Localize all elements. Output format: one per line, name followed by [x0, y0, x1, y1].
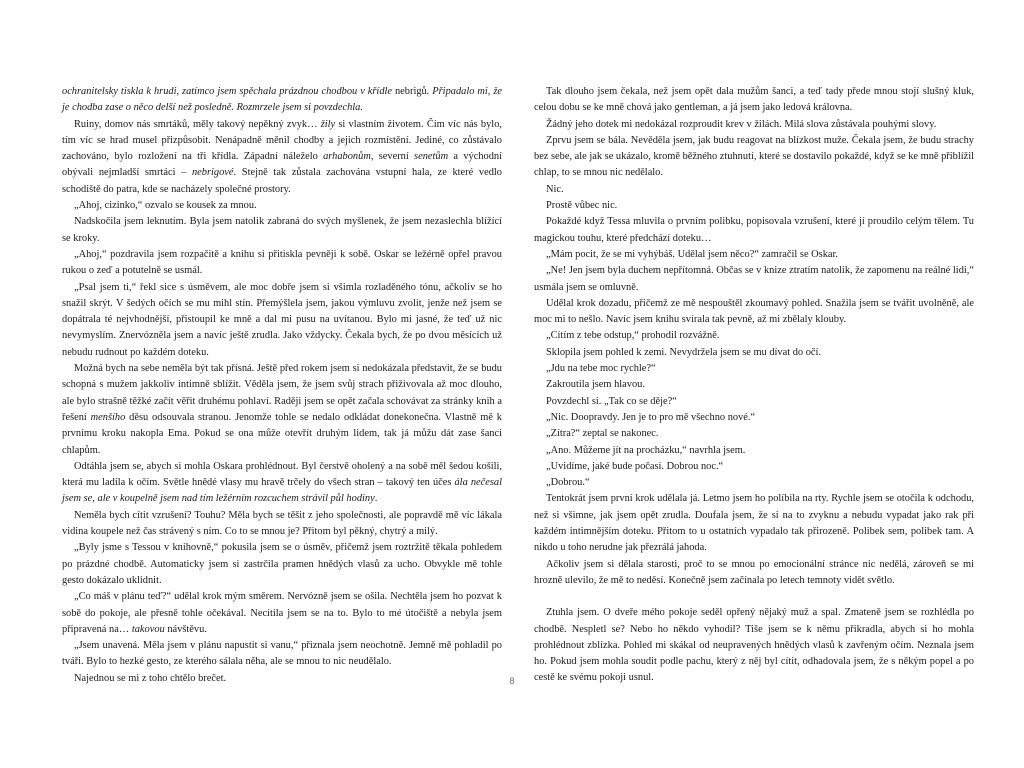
paragraph	[534, 328, 974, 344]
text-run: Odtáhla jsem se, abych si mohla Oskara prohlédnout. Byl čerstvě oholený a na sobě měl šedou košili, která mu ladila k očím. Světle hnědé vlasy mu hravě trčely do všech stran – takový ten účes	[62, 460, 502, 489]
text-run: Ztuhla jsem. O dveře mého pokoje seděl opřený nějaký muž a spal. Zmateně jsem se rozhlédla po chodbě. Nespletl se? Nebo ho někdo vyhodil? Tiše jsem se k němu přikradla, abych si ho mohla prohlédnout zblízka. Pohled mi skákal od neupravených hnědých vlasů k zavřeným očím. Neznala jsem ho. Pokud jsem mohla soudit podle pachu, který z něj byl cítit, odhadovala jsem, že s někým popel a po cestě ke svému pokoji usnul.	[534, 607, 974, 684]
text-run: Nadskočila jsem leknutím. Byla jsem natolik zabraná do svých myšlenek, že jsem nezaslechla blížící se kroky.	[62, 216, 502, 244]
paragraph	[62, 459, 502, 508]
text-run: Ruiny, domov nás smrtáků, měly takový nepěkný zvyk…	[74, 118, 321, 130]
italic-phrase: žily	[320, 118, 336, 130]
text-run: „Byly jsme s Tessou v knihovně,“ pokusila jsem se o úsměv, přičemž jsem roztržitě těkala pohledem po prázdné chodbě. Automaticky jsem si zastrčila pramen hnědých vlasů za ucho. Obvykle mě tohle gesto dokázalo uklidnit.	[62, 542, 502, 586]
text-run: Zprvu jsem se bála. Nevěděla jsem, jak budu reagovat na blízkost muže. Čekala jsem, že budu strachy bez sebe, ale jak se ukázalo, kromě běžného ztuhnutí, které se dostavilo pokaždé, když se ke mně přiblížil chlap, to se mnou nic nedělalo.	[534, 134, 974, 179]
text-run: Pokaždé když Tessa mluvila o prvním polibku, popisovala vzrušení, které jí proudilo celým tělem. Tu magickou touhu, které předchází doteku…	[534, 216, 974, 244]
text-run: Povzdechl si. „Tak co se děje?“	[546, 395, 677, 407]
paragraph	[534, 605, 974, 686]
paragraph	[534, 491, 974, 556]
italic-phrase: takovou	[131, 623, 165, 635]
paragraph	[62, 214, 502, 247]
paragraph	[534, 377, 974, 393]
text-run: . Stejně tak zůstala zachována vstupní hala, ze které vedlo schodiště do patra, kde se nacházely společné prostory.	[62, 167, 502, 195]
paragraph	[534, 198, 974, 214]
text-run: „Jdu na tebe moc rychle?“	[546, 363, 656, 375]
text-run: Sklopila jsem pohled k zemi. Nevydržela jsem se mu dívat do očí.	[546, 346, 822, 358]
text-run: „Zítra?“ zeptal se nakonec.	[546, 428, 659, 440]
paragraph	[62, 638, 502, 671]
paragraph	[62, 589, 502, 638]
text-run: Tentokrát jsem první krok udělala já. Letmo jsem ho políbila na rty. Rychle jsem se otočila k odchodu, než si všimne, jak jsem opět zrudla. Doufala jsem, že si na to zvyknu a nebudu vypadat jako rak při každém intimnějším doteku. Přitom to u ostatních vypadalo tak přirozeně. Polibek sem, polibek tam. A nikdo u toho nerudne jak přezrálá jahoda.	[534, 493, 974, 554]
text-run: „Ahoj,“ pozdravila jsem rozpačitě a knihu si přitiskla pevněji k sobě. Oskar se ležérně opřel pravou rukou o zeď a potutelně se usmál.	[62, 248, 502, 277]
text-run: nebrigů	[394, 86, 427, 97]
text-run: Tak dlouho jsem čekala, než jsem opět dala mužům šanci, a teď tady přede mnou stojí slušný kluk, celou dobu se ke mně chová jako gentleman, a já jsem jako ledová královna.	[534, 86, 974, 114]
paragraph	[534, 394, 974, 410]
paragraph	[534, 84, 974, 117]
section-break	[534, 589, 974, 605]
paragraph	[534, 557, 974, 590]
text-run: Nic.	[546, 183, 564, 195]
italic-phrase: senetům	[414, 151, 449, 163]
paragraph	[534, 214, 974, 247]
page-number: 8	[509, 676, 515, 686]
paragraph	[534, 475, 974, 491]
text-run: .	[374, 493, 378, 505]
paragraph	[534, 263, 974, 296]
text-run: „Mám pocit, že se mi vyhýbáš. Udělal jsem něco?“ zamračil se Oskar.	[546, 248, 838, 260]
paragraph	[534, 459, 974, 475]
text-run: „Co máš v plánu teď?“ udělal krok mým směrem. Nervózně jsem se ošila. Nechtěla jsem ho pozvat k sobě do pokoje, ale přesně tohle očekával. Necítila jsem se na to. Bylo to mé útočiště a nebyla jsem připravená na…	[62, 591, 502, 635]
text-run: Možná bych na sebe neměla být tak přísná. Ještě před rokem jsem si nedokázala představit, že se budu schopná s mužem jakkoliv intimně sblížit. Věděla jsem, že jsem svůj strach přiživovala až moc dlouho, ale bylo strašně těžké začít věřit druhému pohlaví. Raději jsem se opět začala schovávat za stránky knih a řešení	[62, 363, 502, 423]
text-run: Ačkoliv jsem si dělala starosti, proč to se mnou po emocionální stránce nic nedělá, zároveň se mi hrozně ulevilo, že mě to neděsí. Konečně jsem začínala po letech temnoty vidět světlo.	[534, 558, 974, 586]
italic-phrase: ála nečesal jsem se, ale v koupelně jsem nad tím ležérním rozcuchem strávil půl hodiny	[62, 477, 502, 505]
italic-phrase: ochranitelsky tiskla k hrudi, zatímco jsem spěchala prázdnou chodbou v křídle	[62, 86, 395, 97]
paragraph	[534, 247, 974, 263]
paragraph	[62, 84, 502, 117]
paragraph	[62, 117, 502, 198]
text-run: „Ano. Můžeme jít na procházku,“ navrhla jsem.	[546, 444, 746, 456]
text-run: „Ahoj, cizinko,“ ozvalo se kousek za mnou.	[74, 200, 257, 212]
text-run: „Psal jsem ti,“ řekl sice s úsměvem, ale moc dobře jsem si všimla rozladěného tónu, ačkoliv se ho snažil skrýt. V šedých očích se mu mihl stín. Přemýšlela jsem, jakou výmluvu zvolit, jenže než jsem se dopátrala té nejvhodnější, přistoupil ke mně a dal mi pusu na uvítanou. Bylo mi jasné, že teď už nic nevymyslím. Znervózněla jsem a navíc ještě zrudla. Jako vždycky. Čekala bych, že po dvou měsících už nebudu rudnout po každém doteku.	[62, 281, 502, 358]
paragraph	[62, 540, 502, 589]
paragraph	[534, 345, 974, 361]
paragraph	[534, 117, 974, 133]
paragraph	[534, 410, 974, 426]
italic-phrase: nebrigové	[191, 167, 234, 179]
paragraph	[62, 508, 502, 541]
paragraph	[534, 133, 974, 182]
text-run: Žádný jeho dotek mi nedokázal rozproudit krev v žilách. Milá slova zůstávala pouhými slovy.	[546, 118, 937, 130]
italic-phrase: menšího	[90, 411, 126, 423]
paragraph	[534, 296, 974, 329]
left-page-text	[62, 84, 502, 687]
italic-phrase: . Připadalo mi, že je chodba zase o něco delší než posledně. Rozmrzele jsem si povzdechla.	[62, 86, 502, 114]
paragraph	[62, 198, 502, 214]
text-run: Neměla bych cítit vzrušení? Touhu? Měla bych se těšit z jeho společnosti, ale popravdě mě víc lákala vidina koupele než čas strávený s ním. Co to se mnou je? Přitom byl pěkný, chytrý a milý.	[62, 509, 502, 538]
italic-phrase: arhabonům	[323, 151, 371, 163]
paragraph	[62, 361, 502, 459]
text-run: , severní	[370, 151, 415, 163]
text-run: „Uvidíme, jaké bude počasí. Dobrou noc.“	[546, 460, 724, 472]
text-run: „Ne! Jen jsem byla duchem nepřítomná. Občas se v knize ztratím natolik, že zapomenu na reálné lidi,“ usmála jsem se omluvně.	[534, 265, 974, 293]
text-run: návštěvu.	[164, 623, 207, 635]
paragraph	[62, 247, 502, 280]
paragraph	[534, 361, 974, 377]
paragraph	[534, 443, 974, 459]
text-run: „Cítím z tebe odstup,“ prohodil rozvážně.	[546, 330, 720, 342]
text-run: „Jsem unavená. Měla jsem v plánu napustit si vanu,“ přiznala jsem neochotně. Jemně mě pohladil po tváři. Bylo to hezké gesto, ze kterého sálala něha, ale se mnou to nic neudělalo.	[62, 640, 502, 668]
text-run: Zakroutila jsem hlavou.	[546, 379, 645, 391]
paragraph	[62, 280, 502, 361]
paragraph	[534, 426, 974, 442]
text-run: si vlastním životem. Čím víc nás bylo, tím víc se hrad musel přizpůsobit. Nenápadně měnil chodby a jejich rozmístění. Jediné, co zůstávalo zachováno, bylo rozložení na tři křídla. Západní náleželo	[62, 118, 502, 163]
text-run: Udělal krok dozadu, přičemž ze mě nespouštěl zkoumavý pohled. Snažila jsem se tvářit uvolněně, ale moc mi to nešlo. Navíc jsem knihu svírala tak pevně, až mi zbělaly klouby.	[534, 297, 974, 326]
text-run: Prostě vůbec nic.	[546, 200, 618, 212]
right-page-text	[534, 84, 974, 687]
text-run: a východní obývali nejmladší smrtáci –	[62, 151, 502, 179]
text-run: děsu odsouvala stranou. Jenomže tohle se nedalo odkládat donekonečna. Vlastně mě k prvnímu kroku nakopla Ema. Pokud se ona může otevřít druhým lidem, tak já můžu dát zase šanci chlapům.	[62, 411, 502, 456]
text-run: Najednou se mi z toho chtělo brečet.	[74, 672, 227, 684]
text-run: „Dobrou.“	[546, 477, 590, 489]
paragraph	[534, 182, 974, 198]
text-run: „Nic. Doopravdy. Jen je to pro mě všechno nové.“	[546, 411, 756, 423]
